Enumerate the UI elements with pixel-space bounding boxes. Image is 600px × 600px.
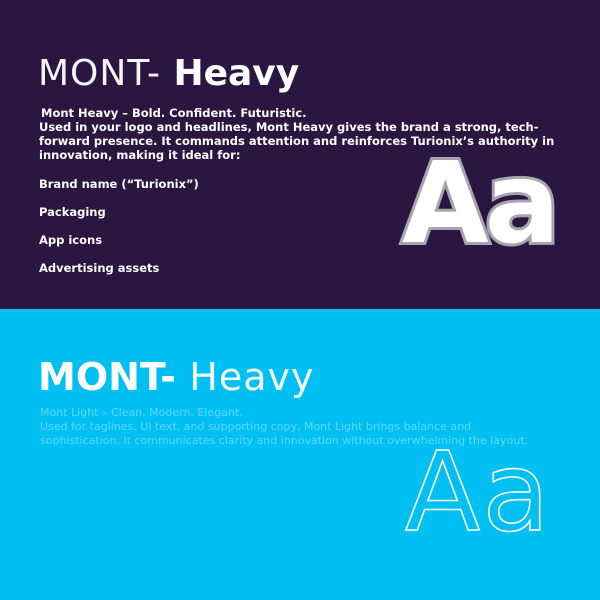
mont-heavy-body: Used in your logo and headlines, Mont Heavy gives the brand a strong, tech-forward presence. It commands attention and reinforces Turionix’s authority in innovation, making it ideal for: [39, 120, 555, 162]
usage-item-app-icons: App icons [39, 233, 103, 247]
title-prefix: MONT- [38, 53, 174, 94]
heavy-sample-glyphs: Aa [402, 139, 557, 269]
mont-light-tagline: Mont Light – Clean. Modern. Elegant. [40, 406, 243, 419]
mont-heavy-tagline: Mont Heavy – Bold. Confident. Futuristic. [41, 106, 307, 120]
usage-item-packaging: Packaging [39, 205, 106, 219]
mont-heavy-title [38, 54, 299, 94]
title-weight: Heavy [189, 355, 315, 399]
usage-list [39, 177, 199, 289]
mont-light-body: Used for taglines, UI text, and supporting copy, Mont Light brings balance and sophistication. It communicates clarity and innovation without overwhelming the layout. [40, 420, 529, 447]
title-prefix: MONT- [38, 355, 190, 399]
mont-light-panel [0, 309, 600, 600]
light-sample-glyphs: Aa [405, 428, 552, 556]
mont-light-title [38, 356, 314, 398]
title-weight: Heavy [173, 53, 300, 94]
usage-item-advertising: Advertising assets [39, 261, 160, 275]
usage-item-brand-name: Brand name (“Turionix”) [39, 177, 199, 191]
